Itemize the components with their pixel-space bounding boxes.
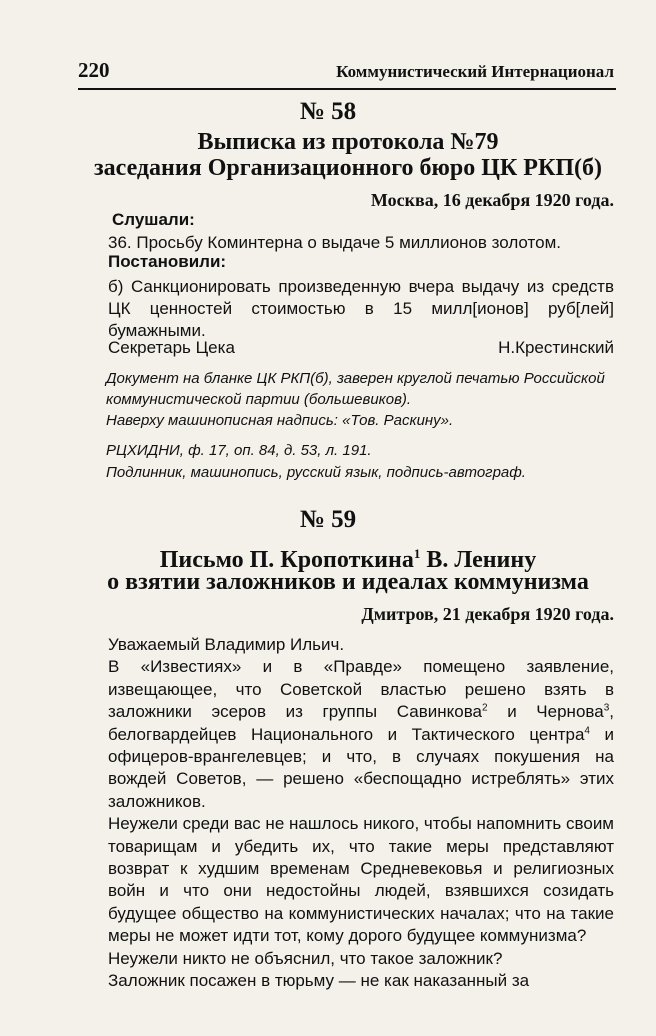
doc59-title-text-b: В. Ленину xyxy=(420,547,537,573)
letter-paragraph-4: Заложник посажен в тюрьму — не как наказанный за xyxy=(108,971,530,991)
doc59-title-line2: о взятии заложников и идеалах коммунизма xyxy=(107,569,589,595)
letter-paragraph-1 xyxy=(108,656,614,813)
signature-role: Секретарь Цека xyxy=(108,338,235,357)
doc59-number: № 59 xyxy=(299,506,357,533)
doc58-place-date: Москва, 16 декабря 1920 года. xyxy=(370,190,614,210)
p1-text-a: В «Известиях» и в «Правде» помещено заявление, извещающее, что Советской властью решено взять в заложники эсеров из группы Савинкова xyxy=(108,657,614,722)
signature-name: Н.Крестинский xyxy=(498,338,614,357)
decided-text: б) Санкционировать произведенную вчера выдачу из средств ЦК ценностей стоимостью в 15 милл[ионов] руб[лей] бумажными. xyxy=(108,277,614,340)
archival-note-4: Подлинник, машинопись, русский язык, подпись-автограф. xyxy=(106,464,526,481)
archival-note-3: РЦХИДНИ, ф. 17, оп. 84, д. 53, л. 191. xyxy=(106,442,372,459)
p1-text-c: , белогвардейцев Национального и Тактического центра xyxy=(108,702,614,744)
footnote-ref-4: 4 xyxy=(584,724,590,736)
decided-label: Постановили: xyxy=(108,252,227,271)
heard-text: 36. Просьбу Коминтерна о выдаче 5 миллионов золотом. xyxy=(108,233,561,252)
archival-note-1: Документ на бланке ЦК РКП(б), заверен круглой печатью Российской коммунистической партии (большевиков). xyxy=(106,370,605,408)
journal-title: Коммунистический Интернационал xyxy=(336,62,614,81)
p1-text-b: и Чернова xyxy=(487,702,604,722)
page-number: 220 xyxy=(78,58,110,82)
signature-row xyxy=(108,338,614,360)
doc58-title-line2: заседания Организационного бюро ЦК РКП(б) xyxy=(93,155,602,181)
p1-text-d: и офицеров-врангелевцев; и что, в случаях покушения на вождей Советов, — решено «беспощадно истреблять» этих заложников. xyxy=(108,724,614,811)
doc59-place-date: Дмитров, 21 декабря 1920 года. xyxy=(361,604,614,624)
running-header xyxy=(78,56,616,90)
doc58-number: № 58 xyxy=(299,98,357,125)
doc59-title-text-a: Письмо П. Кропоткина xyxy=(159,547,414,573)
heard-label: Слушали: xyxy=(112,210,195,229)
letter-paragraph-3: Неужели никто не объяснил, что такое заложник? xyxy=(108,948,503,968)
letter-body xyxy=(108,634,614,993)
doc58-title-line1: Выписка из протокола №79 xyxy=(197,129,499,155)
letter-salutation: Уважаемый Владимир Ильич. xyxy=(108,635,345,654)
footnote-ref-2: 2 xyxy=(482,702,488,714)
footnote-ref-1: 1 xyxy=(413,546,421,561)
archival-note-2: Наверху машинописная надпись: «Тов. Раскину». xyxy=(106,412,454,429)
footnote-ref-3: 3 xyxy=(603,702,610,714)
letter-paragraph-2: Неужели среди вас не нашлось никого, чтобы напомнить своим товарищам и убедить их, что такие меры представляют возврат к худшим временам Средневековья и религиозных войн и что они недостойны людей, взявшихся созидать будущее общество на коммунистических началах; что на такие меры не может идти тот, кому дорого будущее коммунизма? xyxy=(108,814,614,946)
